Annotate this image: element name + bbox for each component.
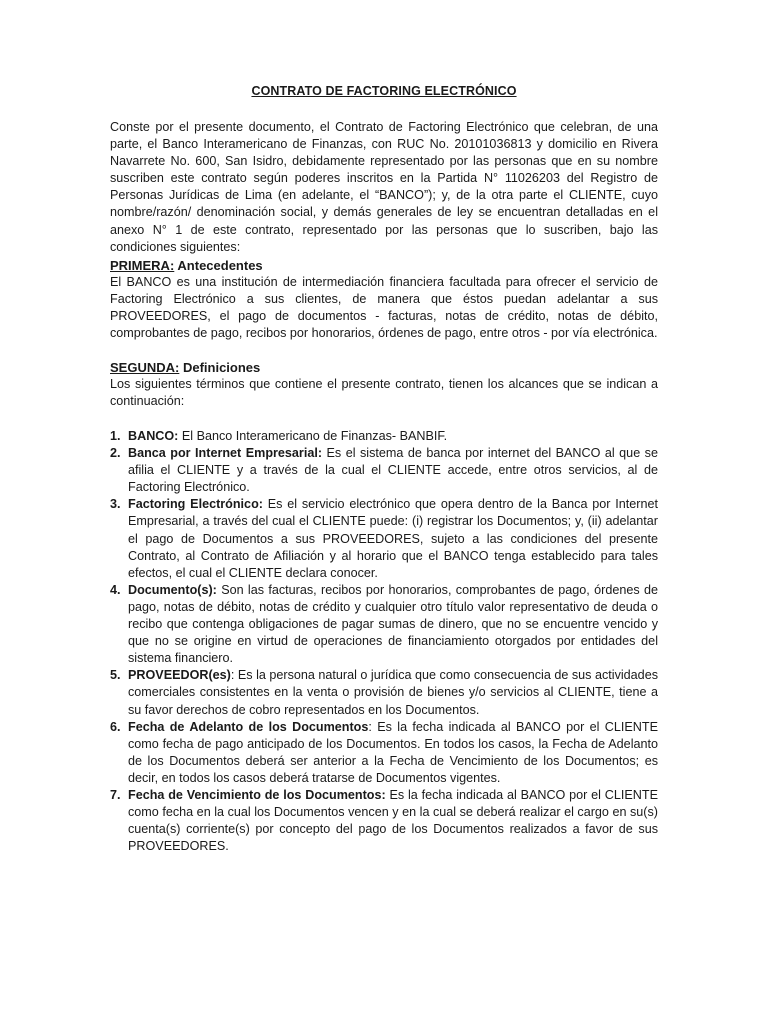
definition-item (110, 445, 658, 496)
item-number: 5. (110, 668, 121, 683)
item-number: 7. (110, 787, 121, 802)
item-term: BANCO: (128, 429, 179, 443)
item-number: 4. (110, 582, 121, 597)
section-primera (110, 257, 658, 342)
item-term: Documento(s): (128, 582, 217, 597)
item-text: Es el servicio electrónico que opera dentro de la Banca por Internet Empresarial, a través del cual el CLIENTE puede: (i) registrar los Documentos; y, (ii) adelantar el pago de Documentos a sus PROVEEDORES, sujeto a las condiciones del presente Contrato, al Contrato de Afiliación y al horario que el BANCO tenga establecido para tales efectos, el cual el CLIENTE declara conocer. (128, 497, 658, 580)
definition-item (110, 667, 658, 718)
item-text: : Es la fecha indicada al BANCO por el CLIENTE como fecha de pago anticipado de los Documentos. En todos los casos, la Fecha de Adelanto de los Documentos deberá ser anterior a la Fecha de Vencimiento de los Documentos; es decir, en todos los casos deberá tratarse de Documentos vigentes. (128, 719, 658, 785)
definition-item (110, 428, 658, 445)
item-text: Es la fecha indicada al BANCO por el CLIENTE como fecha en la cual los Documentos vencen y en la cual se deberá realizar el cargo en su(s) cuenta(s) corriente(s) por concepto del pago de los Documentos realizados a favor de sus PROVEEDORES. (128, 787, 658, 854)
definitions-list (110, 428, 658, 855)
definition-item (110, 496, 658, 581)
item-text: : Es la persona natural o jurídica que como consecuencia de sus actividades comerciales consistentes en la venta o provisión de bienes y/o servicios al CLIENTE, tiene a su favor derechos de cobro representados en los Documentos. (128, 668, 658, 717)
section-heading (110, 359, 658, 376)
item-term: Fecha de Vencimiento de los Documentos: (128, 787, 386, 802)
item-text: Es el sistema de banca por internet del BANCO al que se afilia el CLIENTE y a través de la cual el CLIENTE accede, entre otros servicios, al de Factoring Electrónico. (128, 446, 658, 495)
item-term: Banca por Internet Empresarial: (128, 446, 323, 461)
section-label: SEGUNDA: (110, 360, 180, 375)
intro-paragraph: Conste por el presente documento, el Contrato de Factoring Electrónico que celebran, de una parte, el Banco Interamericano de Finanzas, con RUC No. 20101036813 y domicilio en Rivera Navarrete No. 600, San Isidro, debidamente representado por las personas que en su nombre suscriben este contrato según poderes inscritos en la Partida N° 11026203 del Registro de Personas Jurídicas de Lima (en adelante, el “BANCO”); y, de la otra parte el CLIENTE, cuyo nombre/razón/ denominación social, y demás generales de ley se encuentran detalladas en el anexo N° 1 de este contrato, representado por las personas que lo suscriben, bajo las condiciones siguientes: (110, 120, 658, 254)
item-term: Factoring Electrónico: (128, 497, 263, 512)
item-text: Son las facturas, recibos por honorarios, comprobantes de pago, órdenes de pago, notas de débito, notas de crédito y cualquier otro título valor representativo de deuda o recibo que contenga obligaciones de pagar sumas de dinero, que no se encuentre vencido y que no se origine en virtud de operaciones de financiamiento otorgados por entidades del sistema financiero. (128, 582, 658, 666)
item-number: 3. (110, 497, 121, 512)
section-text: El BANCO es una institución de intermediación financiera facultada para ofrecer el servicio de Factoring Electrónico a sus clientes, de manera que éstos puedan adelantar a sus PROVEEDORES, el pago de documentos - facturas, notas de crédito, notas de débito, comprobantes de pago, recibos por honorarios, órdenes de pago, entre otros - por vía electrónica. (110, 275, 658, 341)
item-number: 2. (110, 446, 121, 461)
item-number: 1. (110, 429, 121, 443)
section-segunda (110, 359, 658, 410)
item-term: PROVEEDOR(es) (128, 668, 231, 683)
section-label: PRIMERA: (110, 258, 175, 273)
document-title: CONTRATO DE FACTORING ELECTRÓNICO (251, 84, 517, 98)
section-title: Definiciones (179, 360, 261, 375)
item-number: 6. (110, 719, 121, 734)
definition-item (110, 719, 658, 787)
section-heading (110, 257, 658, 274)
definition-item (110, 787, 658, 855)
section-title: Antecedentes (174, 258, 263, 273)
section-text: Los siguientes términos que contiene el presente contrato, tienen los alcances que se indican a continuación: (110, 377, 658, 409)
item-term: Fecha de Adelanto de los Documentos (128, 719, 369, 734)
item-text: El Banco Interamericano de Finanzas- BANBIF. (178, 429, 448, 443)
definition-item (110, 582, 658, 667)
